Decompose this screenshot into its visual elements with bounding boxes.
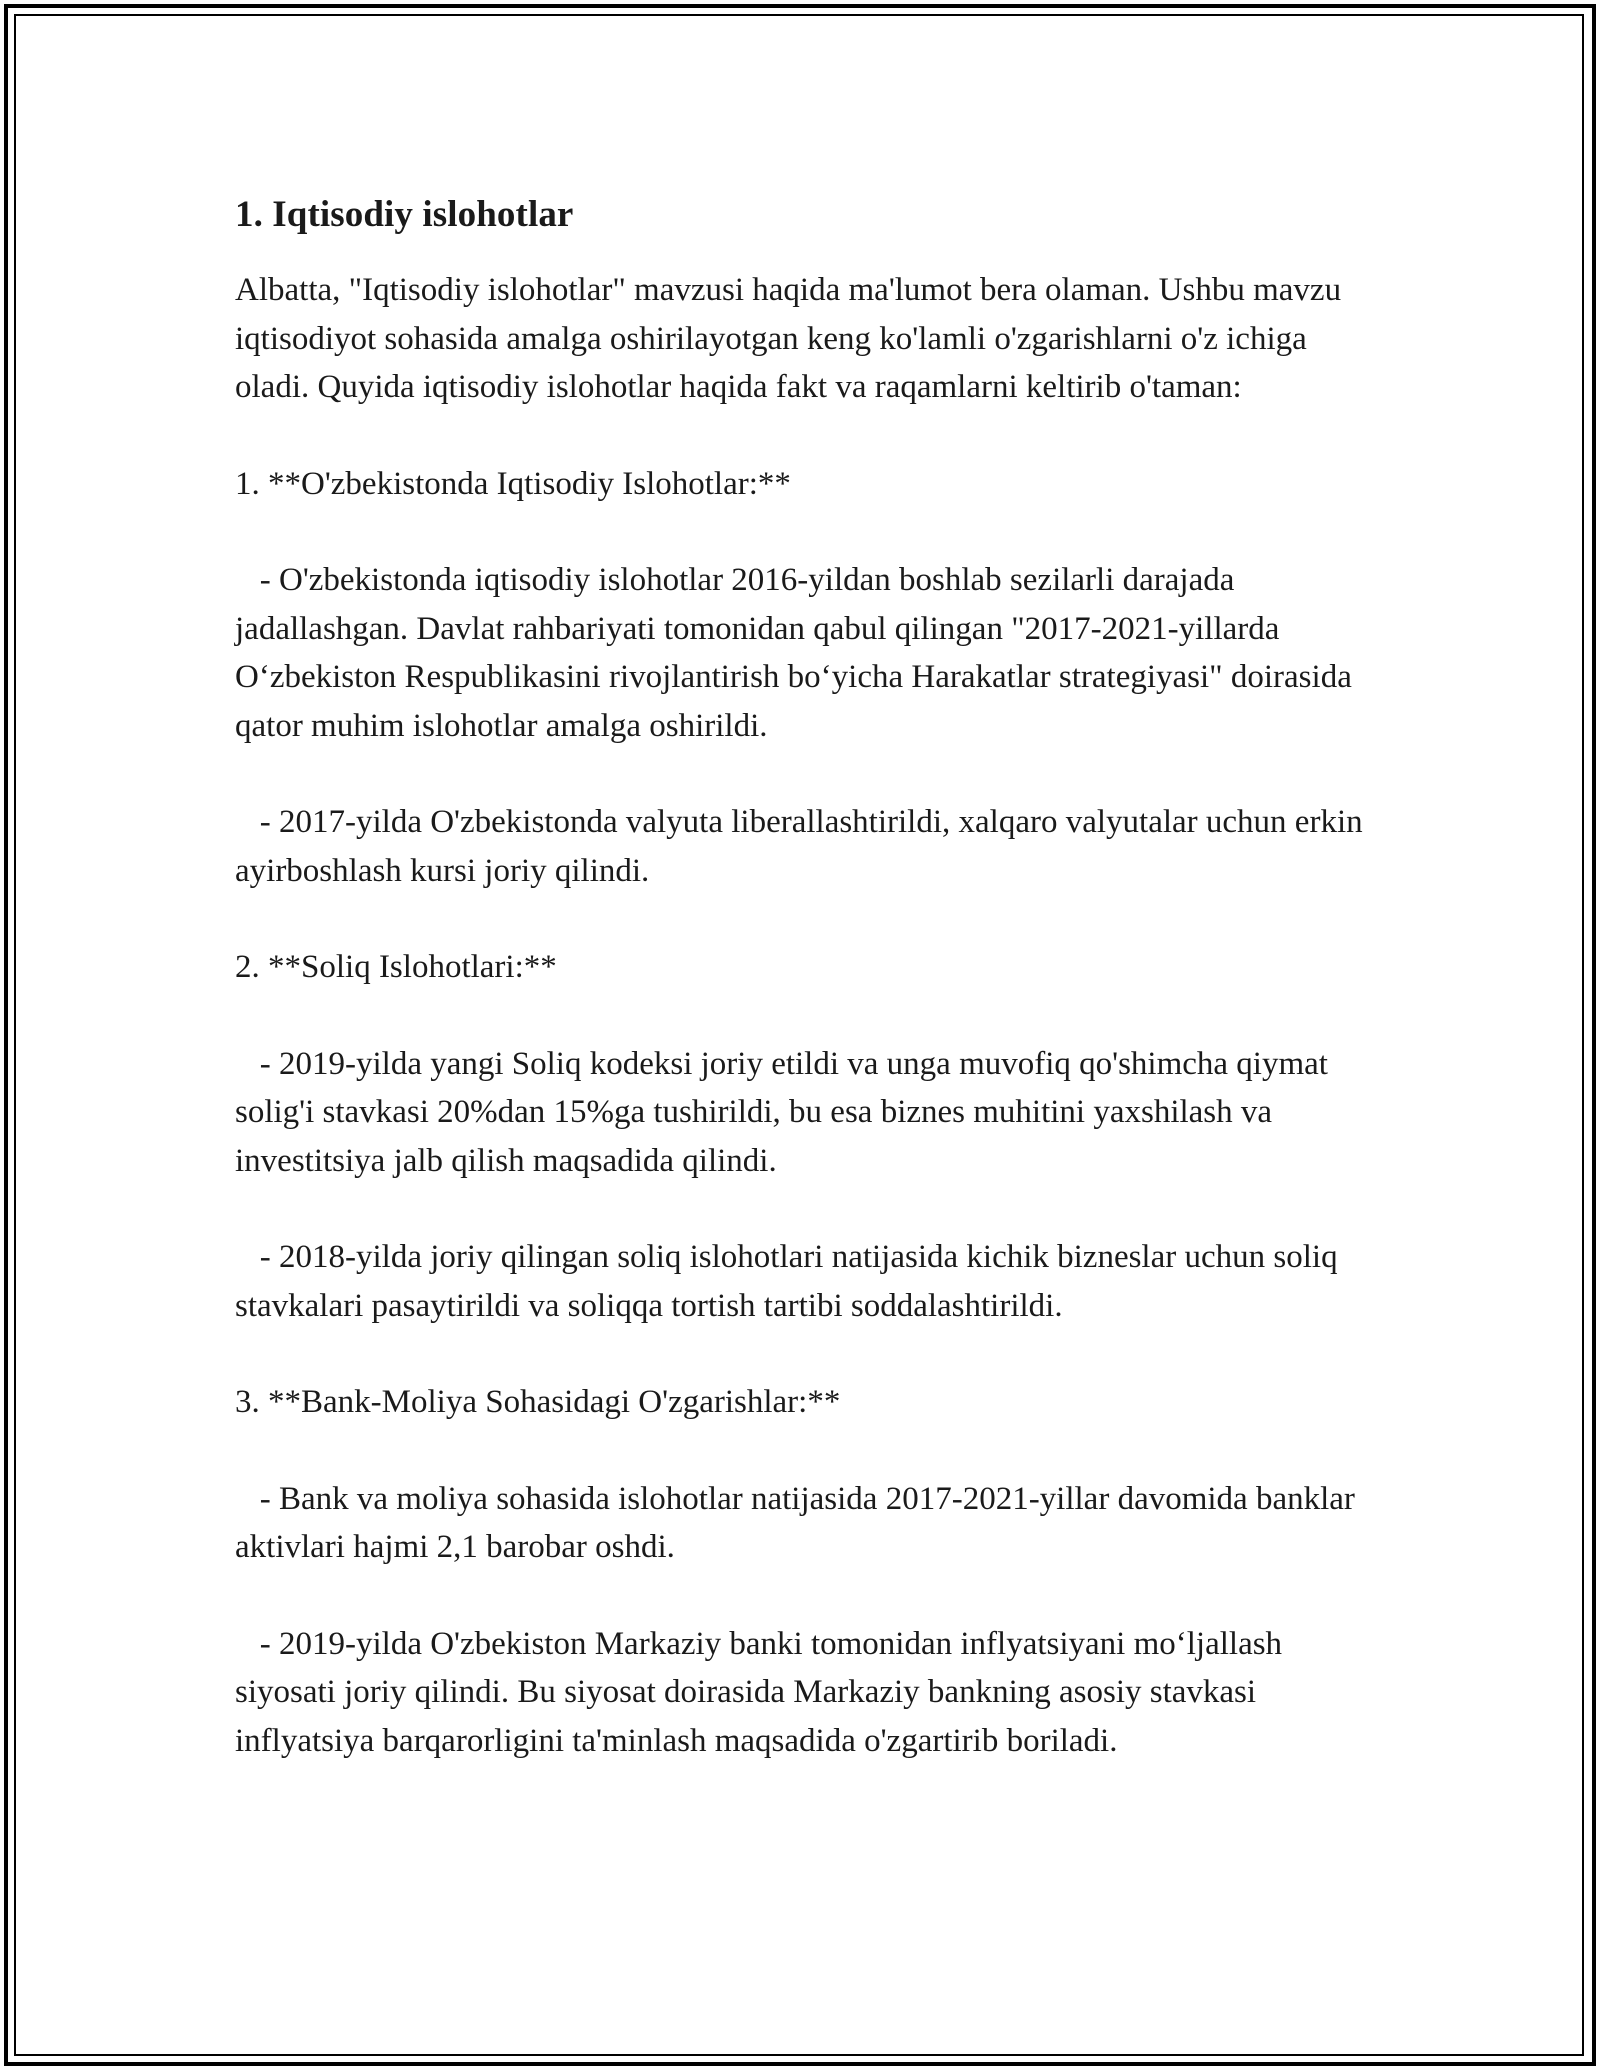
section-3-title: 3. **Bank-Moliya Sohasidagi O'zgarishlar:** bbox=[235, 1384, 841, 1420]
section-1-title: 1. **O'zbekistonda Iqtisodiy Islohotlar:** bbox=[235, 465, 791, 502]
section-2-item-2: - 2018-yilda joriy qilingan soliq islohotlari natijasida kichik bizneslar uchun soliq stavkalari pasaytirildi va soliqqa tortish tartibi soddalashtirildi. bbox=[235, 1239, 1346, 1324]
intro-paragraph: Albatta, "Iqtisodiy islohotlar" mavzusi haqida ma'lumot bera olaman. Ushbu mavzu iqtisodiyot sohasida amalga oshirilayotgan keng ko'lamli o'zgarishlarni o'z ichiga oladi. Quyida iqtisodiy islohotlar haqida fakt va raqamlarni keltirib o'taman: bbox=[235, 272, 1350, 405]
section-1-item-1: - O'zbekistonda iqtisodiy islohotlar 2016-yildan boshlab sezilarli darajada jadallashgan. Davlat rahbariyati tomonidan qabul qilingan "2017-2021-yillarda O‘zbekiston Respublikasini rivojlantirish bo‘yicha Harakatlar strategiyasi" doirasida qator muhim islohotlar amalga oshirildi. bbox=[235, 562, 1361, 744]
section-2-title: 2. **Soliq Islohotlari:** bbox=[235, 949, 557, 985]
section-2-item-1: - 2019-yilda yangi Soliq kodeksi joriy etildi va unga muvofiq qo'shimcha qiymat solig'i stavkasi 20%dan 15%ga tushirildi, bu esa biznes muhitini yaxshilash va investitsiya jalb qilish maqsadida qilindi. bbox=[235, 1045, 1337, 1179]
section-3-item-2: - 2019-yilda O'zbekiston Markaziy banki tomonidan inflyatsiyani mo‘ljallash siyosati joriy qilindi. Bu siyosat doirasida Markaziy bankning asosiy stavkasi inflyatsiya barqarorligini ta'minlash maqsadida o'zgartirib boriladi. bbox=[235, 1625, 1291, 1759]
section-3-item-1: - Bank va moliya sohasida islohotlar natijasida 2017-2021-yillar davomida banklar aktivlari hajmi 2,1 barobar oshdi. bbox=[235, 1480, 1364, 1565]
document-body bbox=[235, 186, 1375, 1813]
document-heading: 1. Iqtisodiy islohotlar bbox=[235, 194, 574, 235]
section-1-item-2: - 2017-yilda O'zbekistonda valyuta liberallashtirildi, xalqaro valyutalar uchun erkin ayirboshlash kursi joriy qilindi. bbox=[235, 804, 1371, 889]
